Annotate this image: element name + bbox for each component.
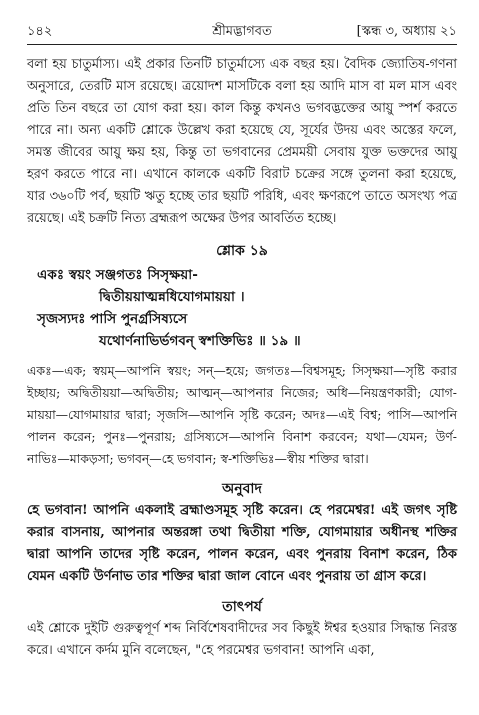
verse-line: সৃজস্যদঃ পাসি পুনর্গ্রসিষ্যসে [37,311,188,327]
verse-line: একঃ স্বয়ং সঞ্জগতঃ সিসৃক্ষয়া- [37,267,198,283]
purport-text: এই শ্লোকে দুইটি গুরুত্বপূর্ণ শব্দ নির্বিশেষবাদীদের সব কিছুই ঈশ্বর হওয়ার সিদ্ধান্ত নিরস্ত করে। এখানে কর্দম মুনি বলেছেন, "হে পরমেশ্বর ভগবান! আপনি একা, [27,621,457,658]
verse-text [27,264,457,352]
verse-line: যথোর্ণনাভির্ভগবন্ স্বশক্তিভিঃ ॥ ১৯ ॥ [99,333,301,349]
word-synonyms: একঃ—এক; স্বয়ম্—আপনি স্বয়ং; সন্—হয়ে; জগতঃ—বিশ্বসমূহ; সিসৃক্ষয়া—সৃষ্টি করার ইচ্ছায়; অদ্বিতীয়য়া—অদ্বিতীয়; আত্মন্—আপনার নিজের; অধি—নিয়ন্ত্রণকারী; যোগ-মায়য়া—যোগমায়ার দ্বারা; সৃজসি—আপনি সৃষ্টি করেন; অদঃ—এই বিশ্ব; পাসি—আপনি পালন করেন; পুনঃ—পুনরায়; গ্রসিষ্যসে—আপনি বিনাশ করবেন; যথা—যেমন; উর্ণ-নাভিঃ—মাকড়সা; ভগবন্—হে ভগবান; স্ব-শক্তিভিঃ—স্বীয় শক্তির দ্বারা। [27,363,457,466]
purport-heading: তাৎপর্য [222,599,262,615]
translation-heading: অনুবাদ [222,481,262,497]
book-title: শ্রীমদ্ভাগবত [212,24,272,39]
verse-line: দ্বিতীয়য়াত্মন্নধিযোগমায়য়া । [99,289,245,305]
intro-paragraph: বলা হয় চাতুর্মাস্য। এই প্রকার তিনটি চাতুর্মাস্যে এক বছর হয়। বৈদিক জ্যোতিষ-গণনা অনুসারে, তেরটি মাস রয়েছে। ত্রয়োদশ মাসটিকে বলা হয় আদি মাস বা মল মাস এবং প্রতি তিন বছরে তা যোগ করা হয়। কাল কিন্তু কখনও ভগবদ্ভক্তের আয়ু স্পর্শ করতে পারে না। অন্য একটি শ্লোকে উল্লেখ করা হয়েছে যে, সূর্যের উদয় এবং অস্তের ফলে, সমস্ত জীবের আয়ু ক্ষয় হয়, কিন্তু তা ভগবানের প্রেমময়ী সেবায় যুক্ত ভক্তদের আয়ু হরণ করতে পারে না। এখানে কালকে একটি বিরাট চক্রের সঙ্গে তুলনা করা হয়েছে, যার ৩৬০টি পর্ব, ছয়টি ঋতু হচ্ছে তার ছয়টি পরিধি, এবং ক্ষণরূপে তাতে অসংখ্য পত্র রয়েছে। এই চক্রটি নিত্য ব্রহ্মরূপ অক্ষের উপর আবর্তিত হচ্ছে। [27,57,457,226]
chapter-reference: [স্কন্ধ ৩, অধ্যায় ২১ [356,24,457,39]
page-header [27,22,457,42]
translation-text: হে ভগবান! আপনি একলাই ব্রহ্মাণ্ডসমূহ সৃষ্টি করেন। হে পরমেশ্বর! এই জগৎ সৃষ্টি করার বাসনায়, আপনার অন্তরঙ্গা তথা দ্বিতীয়া শক্তি, যোগমায়ার অধীনস্থ শক্তির দ্বারা আপনি তাদের সৃষ্টি করেন, পালন করেন, এবং পুনরায় বিনাশ করেন, ঠিক যেমন একটি উর্ণনাভ তার শক্তির দ্বারা জাল বোনে এবং পুনরায় তা গ্রাস করে। [27,503,457,584]
header-rule [27,44,457,45]
page-content [27,54,457,662]
page-number: ১৪২ [27,24,53,39]
verse-heading: শ্লোক ১৯ [216,243,268,259]
